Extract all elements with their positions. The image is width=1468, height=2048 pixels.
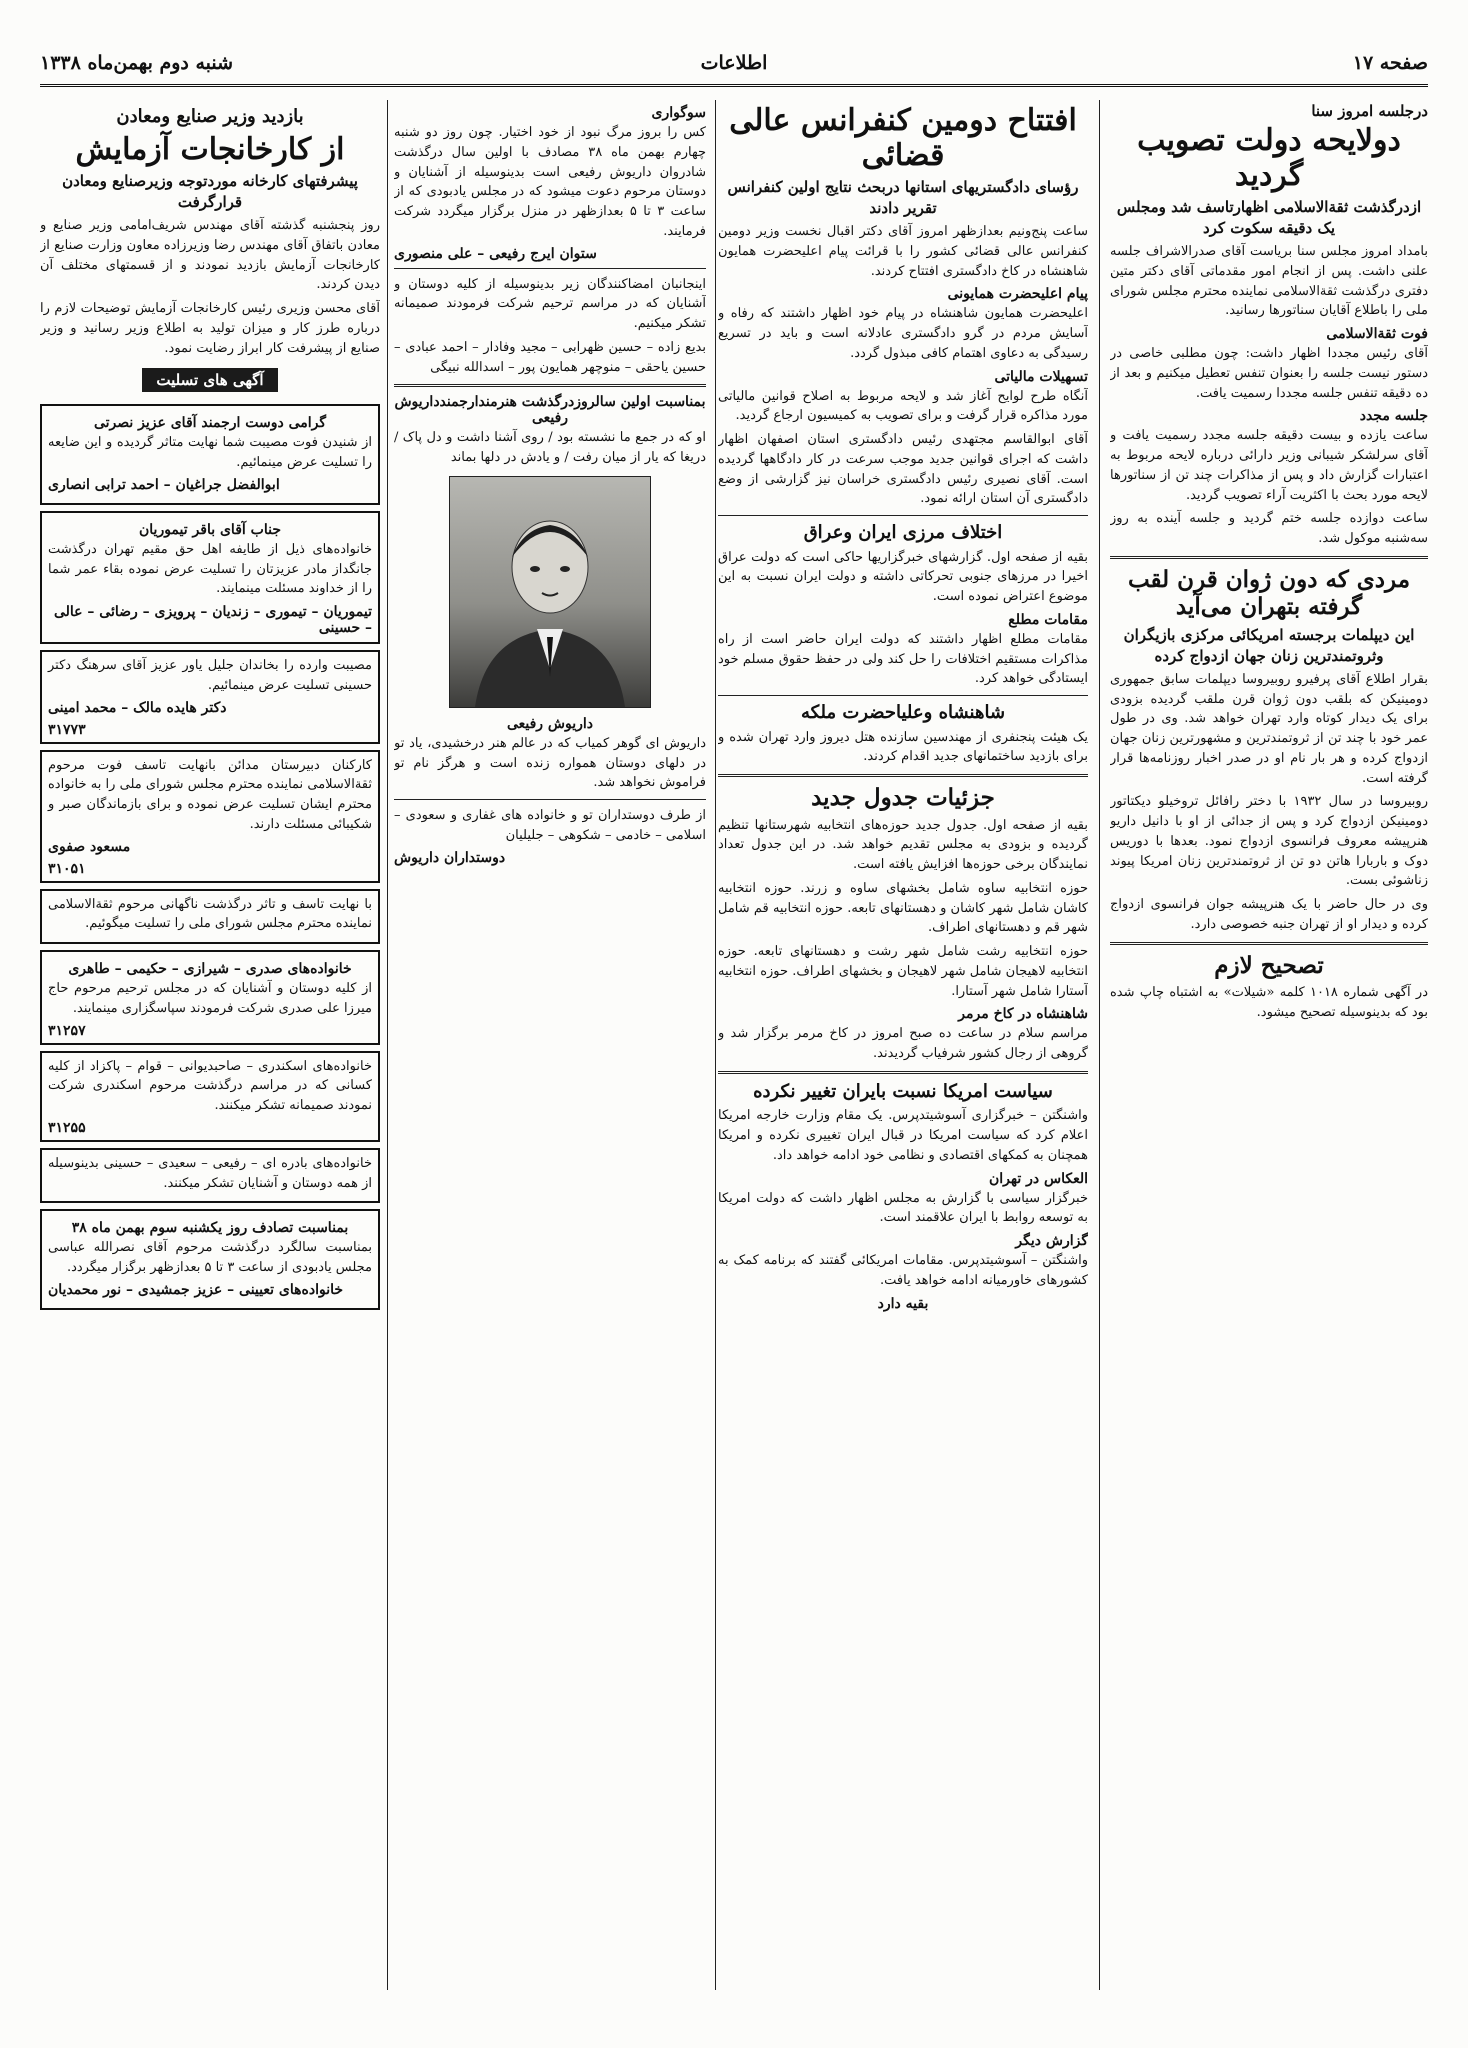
article-paragraph: واشنگتن – آسوشیتدپرس. مقامات امریکائی گفتند که برنامه کمک به کشورهای خاورمیانه ادامه خواهد یافت.	[718, 1253, 1088, 1288]
article-paragraph: آقای ابوالقاسم مجتهدی رئیس دادگستری استان اصفهان اظهار داشت که اجرای قوانین جدید موجب سرعت در کار دادگاهها گردیده است. آقای نصیری رئیس دادگستری خراسان نیز گزارشی از وضع دادگستری آن استان ارائه نمود.	[718, 432, 1088, 507]
headline-senate: دولایحه دولت تصویب گردید	[1137, 123, 1401, 193]
article-paragraph: ساعت پنج‌ونیم بعدازظهر امروز آقای دکتر اقبال نخست وزیر دومین کنفرانس عالی قضائی کشور را با قرائت پیام اعلیحضرت همایون شاهنشاه در کاخ دادگستری افتتاح کردند.	[718, 224, 1088, 279]
column-memorial	[394, 100, 706, 2000]
condolence-notice	[40, 511, 380, 644]
section-heading: فوت ثقةالاسلامی	[1326, 326, 1428, 342]
section-heading: گزارش دیگر	[1015, 1233, 1088, 1250]
article-paragraph: روبیروسا در سال ۱۹۳۲ با دختر رافائل تروخیلو دیکتاتور دومینیکن ازدواج کرد و پس از جدائی از او با دانیل داریو هنرپیشه معروف فرانسوی ازدواج نمود. بعدها با دوریس دوک و باربارا هاتن دو تن از ثروتمندترین زنان امریکا پیوند زناشوئی بست.	[1110, 794, 1428, 889]
notice-code: ۳۱۲۵۷	[48, 1022, 86, 1039]
article-paragraph: یک هیئت پنجنفری از مهندسین سازنده هتل دیروز وارد تهران شده و برای بازدید ساختمانهای جدید اقدام کردند.	[718, 729, 1088, 765]
kicker: درجلسه امروز سنا	[1311, 102, 1428, 120]
divider	[718, 695, 1088, 696]
subhead-don-juan: این دیپلمات برجسته امریکائی مرکزی بازیگران وثروتمندترین زنان جهان ازدواج کرده	[1123, 625, 1415, 665]
article-paragraph: اعلیحضرت همایون شاهنشاه در پیام خود اظهار داشتند که رفاه و آسایش مردم در گرو دادگستری عادلانه است و باید در تسریع رسیدگی به دعاوی اهتمام کافی مبذول گردد.	[718, 306, 1088, 361]
column-rule	[715, 100, 716, 1990]
divider	[1110, 556, 1428, 559]
section-heading: جلسه مجدد	[1359, 408, 1428, 425]
portrait-photo	[449, 476, 651, 708]
divider	[394, 799, 706, 800]
notice-text: بمناسبت سالگرد درگذشت مرحوم آقای نصرالله عباسی مجلس یادبودی از ساعت ۳ تا ۵ بعدازظهر برگزار میگردد.	[48, 1240, 372, 1275]
article-paragraph: مقامات مطلع اظهار داشتند که دولت ایران حاضر است از راه مذاکرات مستقیم اختلافات را حل کند ولی در حفظ حقوق مسلم خود ایستادگی خواهد کرد.	[718, 631, 1088, 687]
notice-text: از کلیه دوستان و آشنایان که در مجلس ترحیم مرحوم حاج میرزا علی صدری شرکت فرمودند سپاسگزاری مینمایند.	[48, 981, 372, 1016]
article-paragraph: مراسم سلام در ساعت ده صبح امروز در کاخ مرمر برگزار شد و گروهی از رجال کشور شرفیاب گردیدند.	[718, 1026, 1088, 1062]
signature: مسعود صفوی	[48, 838, 131, 855]
divider	[394, 384, 706, 387]
article-paragraph: حوزه انتخابیه ساوه شامل بخشهای ساوه و زرند. حوزه انتخابیه کاشان شامل شهر کاشان و دهستانهای تابعه. حوزه انتخابیه قم شامل شهر قم و دهستانهای اطراف.	[718, 880, 1088, 936]
signature: دکتر هایده مالک – محمد امینی	[48, 699, 227, 716]
article-paragraph: آنگاه طرح لوایح آغاز شد و لایحه مربوط به اصلاح قوانین مالیاتی مورد مذاکره قرار گرفت و برای تصویب به کمیسیون ارجاع گردید.	[718, 388, 1088, 424]
notice-text: خانواده‌های اسکندری – صاحبدیوانی – قوام – پاکزاد از کلیه کسانی که در مراسم درگذشت مرحوم اسکندری شرکت نمودند صمیمانه تشکر میکنند.	[48, 1058, 372, 1113]
column-rule	[387, 100, 388, 1990]
subhead-judicial: رؤسای دادگستریهای استانها دربحث نتایج اولین کنفرانس تقریر دادند	[727, 178, 1079, 217]
headline-iran-iraq: اختلاف مرزی ایران وعراق	[803, 522, 1003, 543]
portrait-icon	[465, 497, 635, 707]
signature: ستوان ایرج رفیعی – علی منصوری	[394, 245, 597, 262]
poem-text: او که در جمع ما نشسته بود / روی آشنا داشت و دل پاک / دریغا که یار از میان رفت / و یادش در دلها بماند	[394, 430, 706, 465]
headline-new-table: جزئیات جدول جدید	[811, 784, 995, 811]
condolence-notice	[40, 1051, 380, 1142]
notice-names: تیموریان – تیموری – زندیان – پرویزی – رضائی – عالی – حسینی	[53, 604, 372, 636]
memorial-paragraph: از طرف دوستداران تو و خانواده های غفاری و سعودی – اسلامی – خادمی – شکوهی – جلیلیان	[394, 808, 706, 843]
signature: دوستداران داریوش	[394, 849, 506, 866]
article-paragraph: خبرگزار سیاسی با گزارش به مجلس اظهار داشت که دولت امریکا به توسعه روابط با ایران علاقمند است.	[718, 1190, 1088, 1226]
memorial-paragraph: داریوش ای گوهر کمیاب که در عالم هنر درخشیدی، یاد تو در دلهای دوستان همواره زنده است و هرگز نام تو فراموش نخواهد شد.	[394, 735, 706, 791]
headline-judicial-conference: افتتاح دومین کنفرانس عالی قضائی	[729, 103, 1077, 173]
column-rule	[1099, 100, 1100, 1990]
article-paragraph: بامداد امروز مجلس سنا بریاست آقای صدرالاشراف جلسه علنی داشت. پس از انجام امور مقدماتی آقای دکتر متین دفتری درگذشت ثقةالاسلامی نماینده محترم مجلس شورای ملی را باطلاع آقایان سناتورها رسانید.	[1110, 244, 1428, 319]
continued-note: بقیه دارد	[877, 1295, 929, 1312]
headline-don-juan: مردی که دون ژوان قرن لقب گرفته بتهران می‌آید	[1127, 565, 1411, 621]
condolence-notice	[40, 650, 380, 744]
article-paragraph: بقرار اطلاع آقای پرفیرو روبیروسا دیپلمات سابق جمهوری دومینیکن که بلقب دون ژوان قرن ملقب گردیده بزودی برای یک دیدار کوتاه وارد تهران خواهد شد. وی در طول عمر خود با چند تن از ثروتمندترین و مشهورترین زنان جهان ازدواج کرده و هر بار نام او در صدر اخبار روزنامه‌ها قرار گرفته است.	[1110, 671, 1428, 786]
notice-code: ۳۱۷۷۳	[48, 721, 86, 738]
memorial-paragraph: بدیع زاده – حسین ظهرابی – مجید وفادار – احمد عبادی – حسین یاحقی – منوچهر همایون پور – اسدالله نبیگی	[394, 339, 706, 375]
memorial-paragraph: اینجانبان امضاکنندگان زیر بدینوسیله از کلیه دوستان و آشنایان که در مراسم ترحیم شرکت فرمودند صمیمانه تشکر میکنیم.	[394, 276, 706, 331]
article-paragraph: آقای محسن وزیری رئیس کارخانجات آزمایش توضیحات لازم را درباره طرز کار و میزان تولید به اطلاع وزیر رسانید و وزیر صنایع از پیشرفت کار ابراز رضایت نمود.	[40, 301, 380, 356]
column-judicial	[718, 100, 1088, 2000]
notice-title: جناب آقای باقر تیموریان	[139, 521, 281, 538]
signature: خانواده‌های تعیینی – عزیز جمشیدی – نور محمدیان	[48, 1281, 344, 1298]
article-paragraph: ساعت یازده و بیست دقیقه جلسه مجدد رسمیت یافت و آقای سرلشکر شیبانی وزیر دارائی درباره لایحه مربوط به اعتبارات گزارش داد و پس از مذاکرات چند تن از سناتورها لایحه مورد بحث با اکثریت آراء تصویب گردید.	[1110, 428, 1428, 503]
column-industry-notices	[40, 100, 380, 2000]
article-paragraph: حوزه انتخابیه رشت شامل شهر رشت و دهستانهای تابعه. حوزه انتخابیه لاهیجان شامل شهر لاهیجان و بخشهای اطراف. حوزه انتخابیه آستارا شامل شهر آستارا.	[718, 944, 1088, 999]
newspaper-name: اطلاعات	[700, 52, 768, 74]
condolence-notice	[40, 750, 380, 883]
article-paragraph: آقای رئیس مجددا اظهار داشت: چون مطلبی خاصی در دستور نیست جلسه را بعنوان تنفس تعطیل میکنیم و بعد از ده دقیقه تنفس جلسه مجددا رسمیت یافت.	[1110, 346, 1428, 401]
condolence-notice	[40, 1148, 380, 1204]
notice-title: گرامی دوست ارجمند آقای عزیز نصرتی	[93, 415, 327, 432]
subhead-senate: ازدرگذشت ثقةالاسلامی اظهارتاسف شد ومجلس یک دقیقه سکوت کرد	[1116, 198, 1422, 237]
condolence-section-label: آگهی های تسلیت	[142, 368, 277, 392]
page-number: صفحه ۱۷	[1352, 52, 1428, 74]
section-heading: مقامات مطلع	[1008, 611, 1088, 628]
article-paragraph: بقیه از صفحه اول. گزارشهای خبرگزاریها حاکی است که دولت عراق اخیرا در مرزهای جنوبی تحرکاتی داشته و دولت ایران نسبت به این موضوع اعتراض نموده است.	[718, 549, 1088, 604]
notice-title: بمناسبت تصادف روز یکشنبه سوم بهمن ماه ۳۸	[71, 1220, 349, 1237]
notice-text: خانواده‌های بادره ای – رفیعی – سعیدی – حسینی بدینوسیله از همه دوستان و آشنایان تشکر میکنند.	[48, 1155, 372, 1191]
divider	[1110, 942, 1428, 945]
article-paragraph: وی در حال حاضر با یک هنرپیشه جوان فرانسوی ازدواج کرده و دیدار او از تهران جنبه خصوصی دارد.	[1110, 897, 1428, 932]
notice-code: ۳۱۲۵۵	[48, 1119, 86, 1136]
condolence-notice	[40, 404, 380, 505]
photo-caption: داریوش رفیعی	[506, 715, 594, 732]
article-paragraph: در آگهی شماره ۱۰۱۸ کلمه «شیلات» به اشتباه چاپ شده بود که بدینوسیله تصحیح میشود.	[1110, 985, 1428, 1021]
divider	[718, 774, 1088, 777]
section-heading: شاهنشاه در کاخ مرمر	[958, 1006, 1088, 1023]
poem-title: بمناسبت اولین سالروزدرگذشت هنرمندارجمندداریوش رفیعی	[394, 394, 706, 427]
headline-us-policy: سیاست امریکا نسبت بایران تغییر نکرده	[753, 1080, 1053, 1102]
notice-text: از شنیدن فوت مصیبت شما نهایت متاثر گردیده و این ضایعه را تسلیت عرض مینمائیم.	[48, 435, 372, 470]
headline-shah-queen: شاهنشاه وعلیاحضرت ملکه	[800, 702, 1006, 723]
notice-title: خانواده‌های صدری – شیرازی – حکیمی – طاهری	[68, 961, 352, 977]
headline-correction: تصحیح لازم	[1214, 951, 1324, 979]
subhead-factories: پیشرفتهای کارخانه موردتوجه وزیرصنایع ومعادن قرارگرفت	[62, 172, 358, 211]
page-header	[40, 44, 1428, 87]
condolence-notice	[40, 950, 380, 1045]
section-heading: تسهیلات مالیاتی	[994, 368, 1088, 385]
signature: ابوالفضل جراغیان – احمد ترابی انصاری	[48, 476, 280, 493]
notice-text: کارکنان دبیرستان مدائن بانهایت تاسف فوت مرحوم ثقةالاسلامی نماینده محترم مجلس شورای ملی را به خانواده محترم ایشان تسلیت عرض نموده و برای بازماندگان صبر و شکیبائی مسئلت دارند.	[48, 757, 372, 832]
memorial-paragraph: کس را بروز مرگ نبود از خود اختیار. چون روز دو شنبه چهارم بهمن ماه ۳۸ مصادف با اولین سال درگذشت شادروان داریوش رفیعی است بدینوسیله از آشنایان و دوستان مرحوم دعوت میشود که در مجلس یادبودی که از ساعت ۳ تا ۵ بعدازظهر در منزل برگزار میگردد شرکت فرمایند.	[394, 125, 706, 239]
article-paragraph: واشنگتن – خبرگزاری آسوشیتدپرس. یک مقام وزارت خارجه امریکا اعلام کرد که سیاست امریکا در قبال ایران تغییری نکرده و امریکا همچنان به کمکهای اقتصادی و نظامی خود ادامه خواهد داد.	[718, 1108, 1088, 1163]
article-paragraph: ساعت دوازده جلسه ختم گردید و جلسه آینده به روز سه‌شنبه موکول شد.	[1110, 511, 1428, 546]
notice-text: خانواده‌های ذیل از طایفه اهل حق مقیم تهران درگذشت جانگداز مادر عزیزتان را تسلیت عرض نموده بقاء عمر شما را از خداوند مسئلت مینمایند.	[48, 541, 372, 597]
section-heading: سوگواری	[651, 105, 706, 121]
condolence-notice	[40, 1209, 380, 1310]
notice-text: مصیبت وارده را بخاندان جلیل یاور عزیز آقای سرهنگ دکتر حسینی تسلیت عرض مینمائیم.	[48, 658, 372, 693]
section-heading: پیام اعلیحضرت همایونی	[947, 286, 1088, 303]
section-heading: العکاس در تهران	[989, 1170, 1088, 1187]
article-paragraph: روز پنجشنبه گذشته آقای مهندس شریف‌امامی وزیر صنایع و معادن باتفاق آقای مهندس رضا وزیرزاده معاون وزارت صنایع از کارخانجات آزمایش بازدید نمودند و از قسمتهای مختلف آن دیدن کردند.	[40, 218, 380, 293]
article-paragraph: بقیه از صفحه اول. جدول جدید حوزه‌های انتخابیه شهرستانها تنظیم گردیده و بزودی به مجلس تقدیم خواهد شد. در این جدول تعداد نمایندگان برخی حوزه‌ها افزایش یافته است.	[718, 817, 1088, 873]
column-senate	[1110, 100, 1428, 2000]
divider	[394, 268, 706, 269]
notice-text: با نهایت تاسف و تاثر درگذشت ناگهانی مرحوم ثقةالاسلامی نماینده محترم مجلس شورای ملی را تسلیت میگوئیم.	[48, 896, 372, 932]
notice-code: ۳۱۰۵۱	[48, 860, 86, 877]
headline-minister-visit: بازدید وزیر صنایع ومعادن	[116, 106, 304, 127]
divider	[718, 1071, 1088, 1074]
issue-date: شنبه دوم بهمن‌ماه ۱۳۳۸	[40, 52, 234, 74]
divider	[718, 515, 1088, 516]
condolence-notice	[40, 889, 380, 945]
headline-factories: از کارخانجات آزمایش	[75, 131, 345, 167]
